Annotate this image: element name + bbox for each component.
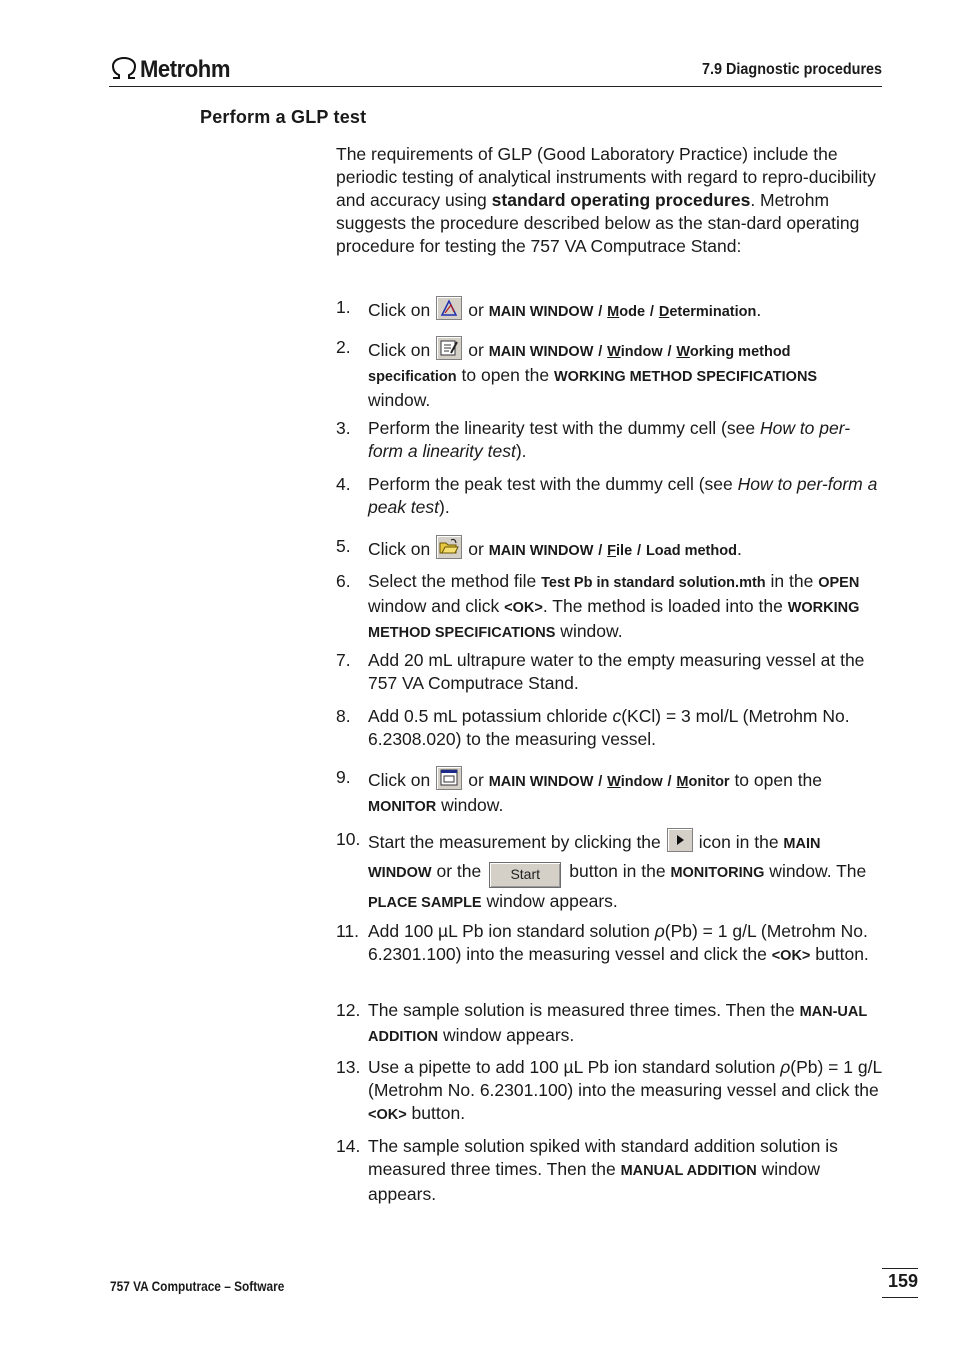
menu-file-accel: F bbox=[607, 543, 617, 559]
step-number: 4. bbox=[336, 474, 351, 494]
step-6 bbox=[336, 570, 882, 645]
menu-main-window: MAIN WINDOW bbox=[488, 774, 594, 790]
window-name: OPEN bbox=[818, 575, 860, 591]
step-8 bbox=[336, 705, 882, 751]
window-name: MONITOR bbox=[368, 799, 437, 815]
step-number: 8. bbox=[336, 706, 351, 726]
step-text: or the bbox=[431, 861, 482, 881]
step-text: (Pb) = 1 g/L (Metrohm No. 6.2301.100) into the measuring vessel and click the bbox=[368, 921, 868, 964]
menu-main-window: MAIN WINDOW bbox=[488, 304, 594, 320]
step-text: Click on bbox=[368, 300, 431, 320]
step-text: window appears. bbox=[368, 1159, 820, 1204]
menu-working-method-accel: W bbox=[676, 344, 690, 360]
header-divider bbox=[109, 86, 882, 87]
step-text: Click on bbox=[368, 770, 431, 790]
ok-key: <OK> bbox=[771, 948, 811, 964]
intro-bold: standard operating procedures bbox=[491, 190, 751, 210]
punct: . bbox=[736, 539, 742, 559]
step-number: 1. bbox=[336, 297, 351, 317]
step-13 bbox=[336, 1056, 882, 1127]
step-9: 9. Click on or MAIN WINDOW / Window / Monitor to open the MONITOR window. bbox=[336, 767, 823, 815]
step-number: 5. bbox=[336, 536, 351, 556]
step-text: Click on bbox=[368, 340, 431, 360]
step-1: 1. Click on or MAIN WINDOW / Mode / Determination. bbox=[336, 297, 762, 320]
step-text: window and click bbox=[368, 596, 505, 616]
step-11 bbox=[336, 920, 882, 968]
intro-paragraph bbox=[336, 143, 882, 258]
reference-link: How to per-form a peak test bbox=[368, 474, 878, 517]
density-symbol: ρ bbox=[654, 921, 665, 941]
menu-window: indow bbox=[620, 774, 663, 790]
window-name: MANUAL ADDITION bbox=[620, 1163, 757, 1179]
step-text: window. The bbox=[764, 861, 867, 881]
step-text: icon in the bbox=[698, 832, 784, 852]
step-text: window. bbox=[436, 795, 504, 815]
step-text: Click on bbox=[368, 539, 431, 559]
step-text: Perform the linearity test with the dummy cell (see bbox=[368, 418, 760, 438]
step-3 bbox=[336, 417, 882, 463]
step-number: 11. bbox=[336, 921, 360, 941]
step-text: button. bbox=[810, 944, 869, 964]
intro-text-1: The requirements of GLP (Good Laboratory Practice) include the periodic testing of analytical instruments with regard to repro-ducibility and accuracy using bbox=[336, 144, 876, 210]
step-text: . The method is loaded into the bbox=[542, 596, 788, 616]
step-text: to open the bbox=[456, 365, 554, 385]
main-content bbox=[336, 143, 882, 1204]
step-number: 6. bbox=[336, 571, 351, 591]
step-text: ). bbox=[439, 497, 450, 517]
step-number: 2. bbox=[336, 337, 351, 357]
step-text: Add 100 µL Pb ion standard solution bbox=[368, 921, 655, 941]
window-name: PLACE SAMPLE bbox=[368, 895, 482, 911]
determination-mode-icon[interactable] bbox=[436, 296, 462, 320]
metrohm-logo bbox=[110, 56, 238, 84]
menu-main-window: MAIN WINDOW bbox=[488, 344, 594, 360]
step-text: window appears. bbox=[438, 1025, 575, 1045]
menu-working-method: orking method specification bbox=[368, 344, 791, 385]
play-icon[interactable] bbox=[667, 828, 693, 852]
monitor-icon[interactable] bbox=[436, 766, 462, 790]
or-text: or bbox=[468, 770, 484, 790]
step-text: (KCl) = 3 mol/L (Metrohm No. 6.2308.020) to the measuring vessel. bbox=[368, 706, 850, 749]
step-text: window appears. bbox=[481, 891, 618, 911]
concentration-symbol: c bbox=[612, 706, 622, 726]
menu-mode-accel: M bbox=[607, 304, 620, 320]
logo-text: Metrohm bbox=[140, 56, 231, 83]
page-number: 159 bbox=[887, 1271, 918, 1291]
menu-file: ile bbox=[616, 543, 633, 559]
step-text: button. bbox=[406, 1103, 466, 1123]
step-text: Select the method file bbox=[368, 571, 542, 591]
page-number-rule-bottom bbox=[882, 1297, 918, 1298]
step-number: 9. bbox=[336, 767, 351, 787]
step-text: window. bbox=[555, 621, 623, 641]
step-text: Add 20 mL ultrapure water to the empty measuring vessel at the 757 VA Computrace Stand. bbox=[368, 650, 865, 693]
or-text: or bbox=[468, 539, 484, 559]
step-text: Perform the peak test with the dummy cell (see bbox=[368, 474, 738, 494]
step-10 bbox=[336, 828, 882, 917]
step-number: 12. bbox=[336, 1000, 361, 1020]
step-4 bbox=[336, 473, 882, 519]
menu-window-accel: W bbox=[607, 774, 621, 790]
step-number: 10. bbox=[336, 829, 361, 849]
intro-text-2: . Metrohm suggests the procedure described below as the stan-dard operating procedure for testing the 757 VA Computrace Stand: bbox=[336, 190, 860, 256]
punct: . bbox=[756, 300, 762, 320]
menu-window: indow bbox=[620, 344, 663, 360]
step-text: (Pb) = 1 g/L (Metrohm No. 6.2301.100) into the measuring vessel and click the bbox=[368, 1057, 882, 1100]
step-number: 13. bbox=[336, 1057, 361, 1077]
step-text: window. bbox=[368, 390, 431, 410]
step-text: button in the bbox=[569, 861, 671, 881]
step-text: Add 0.5 mL potassium chloride bbox=[368, 706, 613, 726]
section-heading: 7.9 Diagnostic procedures bbox=[701, 61, 882, 78]
step-text: to open the bbox=[729, 770, 823, 790]
working-method-icon[interactable] bbox=[436, 336, 462, 360]
density-symbol: ρ bbox=[780, 1057, 791, 1077]
or-text: or bbox=[468, 300, 484, 320]
reference-link: How to per-form a linearity test bbox=[368, 418, 851, 461]
step-text: The sample solution is measured three times. Then the bbox=[368, 1000, 800, 1020]
omega-icon bbox=[110, 56, 138, 85]
step-5: 5. Click on or MAIN WINDOW / File / Load method. bbox=[336, 536, 742, 559]
window-name: MONITORING bbox=[670, 865, 765, 881]
step-14 bbox=[336, 1135, 882, 1206]
menu-load-method: Load method bbox=[645, 543, 737, 559]
menu-monitor-accel: M bbox=[676, 774, 689, 790]
menu-determination-accel: D bbox=[658, 304, 670, 320]
menu-determination: etermination bbox=[669, 304, 757, 320]
start-button[interactable]: Start bbox=[489, 862, 561, 888]
method-file-name: Test Pb in standard solution.mth bbox=[541, 575, 766, 591]
page-title: Perform a GLP test bbox=[200, 107, 367, 127]
step-number: 7. bbox=[336, 650, 351, 670]
ok-key: <OK> bbox=[504, 600, 543, 616]
window-name: WORKING METHOD SPECIFICATIONS bbox=[368, 600, 860, 641]
step-text: Use a pipette to add 100 µL Pb ion standard solution bbox=[368, 1057, 781, 1077]
or-text: or bbox=[468, 340, 484, 360]
step-number: 3. bbox=[336, 418, 351, 438]
step-12 bbox=[336, 999, 882, 1049]
step-2: 2. Click on or MAIN WINDOW / Window / Working method specification to open the WORKING METHOD SPECIFICATIONS window. bbox=[336, 337, 818, 410]
open-folder-icon[interactable] bbox=[436, 535, 462, 559]
step-text: Start the measurement by clicking the bbox=[368, 832, 661, 852]
window-name: WORKING METHOD SPECIFICATIONS bbox=[553, 369, 818, 385]
menu-window-accel: W bbox=[607, 344, 621, 360]
menu-monitor: onitor bbox=[688, 774, 730, 790]
menu-mode: ode bbox=[619, 304, 646, 320]
footer-product: 757 VA Computrace – Software bbox=[110, 1279, 285, 1294]
step-text: ). bbox=[515, 441, 527, 461]
step-7 bbox=[336, 649, 882, 695]
step-number: 14. bbox=[336, 1136, 361, 1156]
step-text: in the bbox=[765, 571, 819, 591]
page-number-rule-top bbox=[882, 1268, 918, 1269]
ok-key: <OK> bbox=[368, 1107, 407, 1123]
menu-main-window: MAIN WINDOW bbox=[488, 543, 594, 559]
step-text: The sample solution spiked with standard addition solution is measured three times. Then the bbox=[368, 1136, 838, 1179]
window-name: MAIN WINDOW bbox=[368, 836, 821, 881]
window-name: MAN-UAL ADDITION bbox=[368, 1004, 867, 1045]
